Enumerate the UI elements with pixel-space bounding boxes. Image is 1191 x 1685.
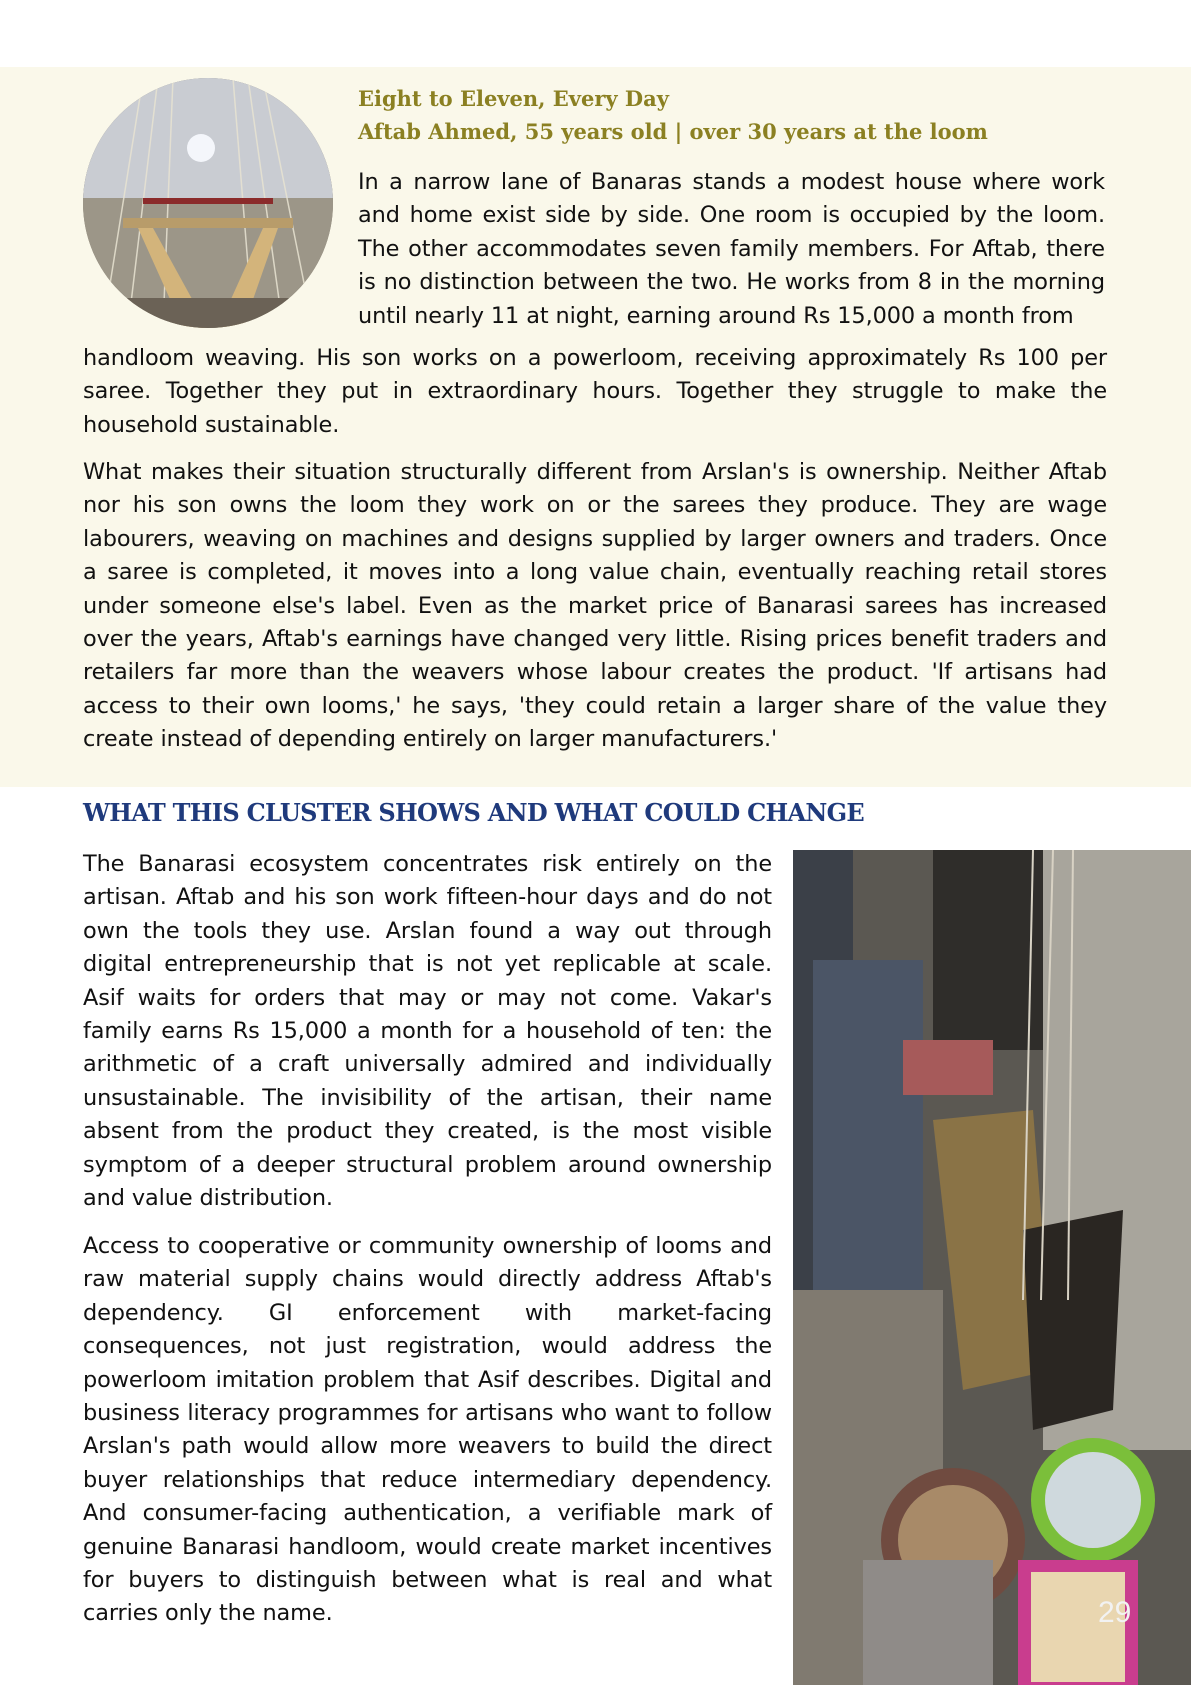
section-heading: WHAT THIS CLUSTER SHOWS AND WHAT COULD CHANGE: [83, 798, 865, 827]
profile-paragraph-intro: In a narrow lane of Banaras stands a modest house where work and home exist side by side. One room is occupied by the loom. The other accommodates seven family members. For Aftab, there is no distinction between the two. He works from 8 in the morning until nearly 11 at night, earning around Rs 15,000 a month from: [358, 169, 1105, 329]
profile-subtitle: Aftab Ahmed, 55 years old | over 30 years at the loom: [358, 119, 988, 144]
profile-paragraph-ownership: What makes their situation structurally different from Arslan's is ownership. Neither Aftab nor his son owns the loom they work on or the sarees they produce. They are wage labourers, weaving on machines and designs supplied by larger owners and traders. Once a saree is completed, it moves into a long value chain, eventually reaching retail stores under someone else's label. Even as the market price of Banarasi sarees has increased over the years, Aftab's earnings have changed very little. Rising prices benefit traders and retailers far more than the weavers whose labour creates the product. 'If artisans had access to their own looms,' he says, 'they could retain a larger share of the value they create instead of depending entirely on larger manufacturers.': [83, 459, 1107, 753]
section-paragraph-solutions: Access to cooperative or community ownership of looms and raw material supply chains would directly address Aftab's dependency. GI enforcement with market-facing consequences, not just registration, would address the powerloom imitation problem that Asif describes. Digital and business literacy programmes for artisans who want to follow Arslan's path would allow more weavers to build the direct buyer relationships that reduce intermediary dependency. And consumer-facing authentication, a verifiable mark of genuine Banarasi handloom, would create market incentives for buyers to distinguish between what is real and what carries only the name.: [83, 1233, 772, 1627]
loom-portrait-photo: [83, 78, 333, 328]
section-paragraph-ecosystem: The Banarasi ecosystem concentrates risk entirely on the artisan. Aftab and his son work fifteen-hour days and do not own the tools they use. Arslan found a way out through digital entrepreneurship that is not yet replicable at scale. Asif waits for orders that may or may not come. Vakar's family earns Rs 15,000 a month for a household of ten: the arithmetic of a craft universally admired and individually unsustainable. The invisibility of the artisan, their name absent from the product they created, is the most visible symptom of a deeper structural problem around ownership and value distribution.: [83, 851, 772, 1212]
profile-title: Eight to Eleven, Every Day: [358, 86, 669, 111]
page-number: 29: [1098, 1596, 1132, 1629]
workshop-photo: [793, 850, 1191, 1685]
profile-paragraph-continued: handloom weaving. His son works on a powerloom, receiving approximately Rs 100 per saree. Together they put in extraordinary hours. Together they struggle to make the household sustainable.: [83, 345, 1107, 438]
